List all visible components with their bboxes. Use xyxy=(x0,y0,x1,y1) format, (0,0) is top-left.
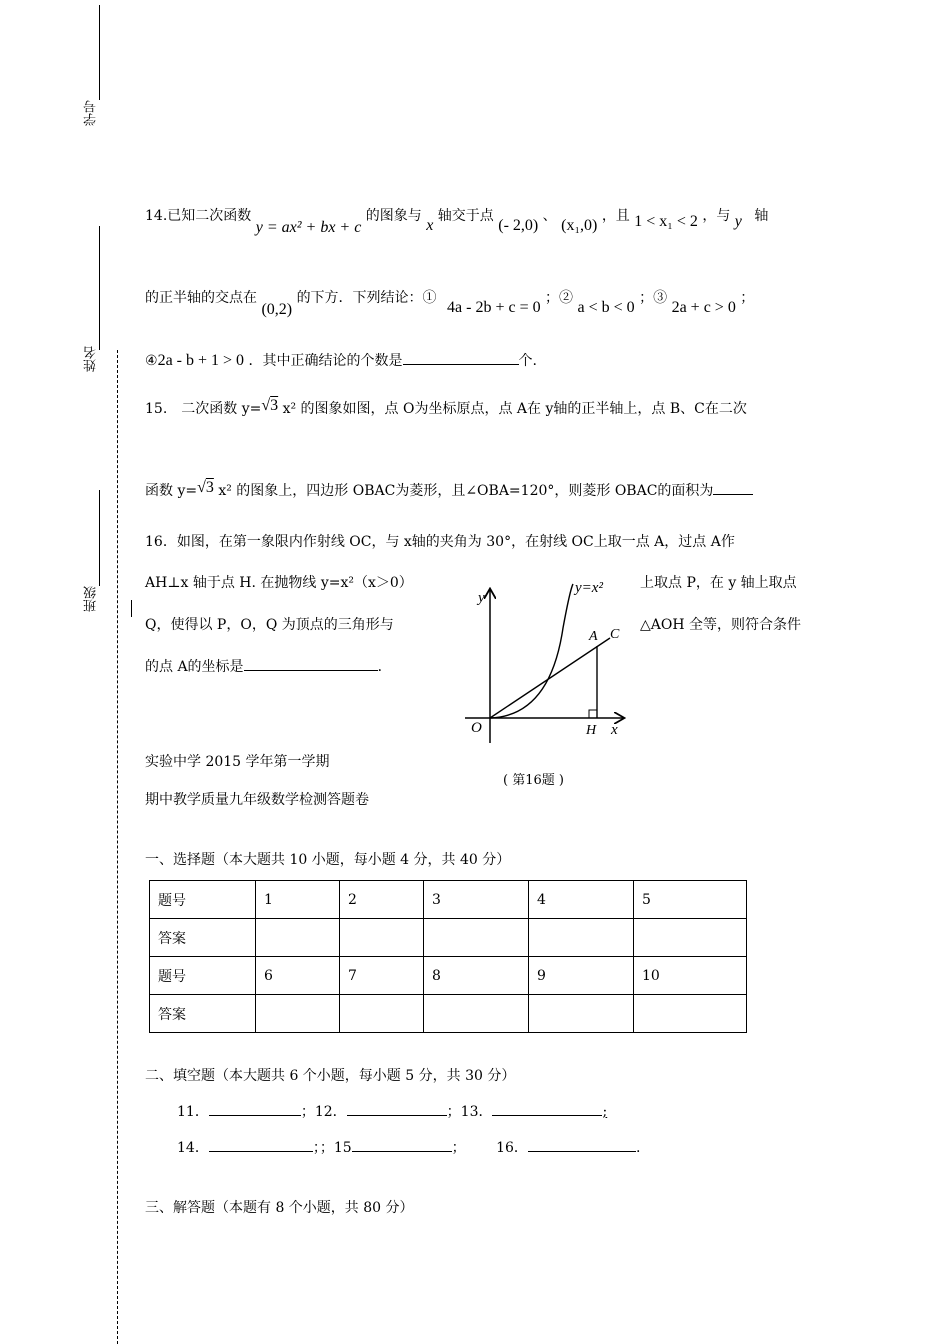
q14-formula: y = ax² + bx + c xyxy=(255,219,362,236)
answer-cell-8[interactable] xyxy=(424,995,529,1033)
blank-15[interactable] xyxy=(352,1137,452,1152)
name-line xyxy=(99,226,100,350)
origin-label: O xyxy=(471,720,482,736)
q16-line3-left: Q，使得以 P，O，Q 为顶点的三角形与 xyxy=(145,617,394,633)
point-a-label: A xyxy=(589,629,598,644)
answer-cell-1[interactable] xyxy=(256,919,340,957)
q16-line1: 16．如图，在第一象限内作射线 OC，与 x轴的夹角为 30°，在射线 OC上取一点 A，过点 A作 xyxy=(145,534,735,550)
table-row: 题号 1 2 3 4 5 xyxy=(150,881,747,919)
q15-answer-blank[interactable] xyxy=(713,480,753,495)
fill-row-2: 14． ；；15 ； 16． . xyxy=(177,1137,640,1157)
table-row: 答案 xyxy=(150,995,747,1033)
student-id-label: 学号 xyxy=(84,100,99,126)
blank-14[interactable] xyxy=(209,1137,313,1152)
ray-oc xyxy=(490,638,610,718)
y-axis-label: y xyxy=(478,590,485,606)
q14-line1: 14.已知二次函数 y = ax² + bx + c 的图象与 x 轴交于点 (- 2,0) 、 (x₁,0) ，且 1 < x₁ < 2 ，与 y 轴 xyxy=(145,208,769,236)
name-label: 姓名 xyxy=(84,346,99,372)
q15-line2: 函数 y=√3 x² 的图象上，四边形 OBAC为菱形，且∠OBA=120°，则菱形 OBAC的面积为 xyxy=(145,480,753,500)
table-row: 答案 xyxy=(150,919,747,957)
exam-title: 期中教学质量九年级数学检测答题卷 xyxy=(145,792,369,808)
q14-answer-blank[interactable] xyxy=(403,350,519,365)
answer-cell-9[interactable] xyxy=(529,995,634,1033)
blank-11[interactable] xyxy=(209,1101,301,1116)
class-label: 班级 xyxy=(84,586,99,612)
q16-line4: 的点 A的坐标是 ． xyxy=(145,656,392,676)
q16-line2-left: AH⊥x 轴于点 H. 在抛物线 y=x²（x＞0） xyxy=(145,575,413,591)
sqrt-symbol-2: √3 xyxy=(197,479,214,496)
q16-line2-right: 上取点 P，在 y 轴上取点 xyxy=(640,575,797,591)
blank-16[interactable] xyxy=(528,1137,636,1152)
q16-answer-blank[interactable] xyxy=(244,656,378,671)
section2-title: 二、填空题（本大题共 6 个小题，每小题 5 分，共 30 分） xyxy=(145,1068,516,1084)
blank-12[interactable] xyxy=(347,1101,447,1116)
fill-row-1: 11． ；12． ；13． ; xyxy=(177,1101,607,1121)
table-row: 题号 6 7 8 9 10 xyxy=(150,957,747,995)
section1-title: 一、选择题（本大题共 10 小题，每小题 4 分，共 40 分） xyxy=(145,852,511,868)
q14-line2: 的正半轴的交点在 (0,2) 的下方．下列结论：① 4a - 2b + c = 0 ；② a < b < 0 ；③ 2a + c > 0 ； xyxy=(145,290,755,318)
right-angle-mark xyxy=(589,710,597,718)
q16-line3-right: △AOH 全等，则符合条件 xyxy=(640,617,802,633)
q15-line1: 15. 二次函数 y=√3 x² 的图象如图，点 O为坐标原点，点 A在 y轴的正半轴上，点 B、C在二次 xyxy=(145,397,747,417)
figure-caption: ( 第16题 ) xyxy=(503,773,564,788)
q16-figure xyxy=(455,568,645,748)
answer-cell-6[interactable] xyxy=(256,995,340,1033)
binding-dashed-line xyxy=(117,350,118,1344)
curve-label: y=x² xyxy=(575,580,603,596)
sqrt-symbol: √3 xyxy=(261,397,279,414)
point-c-label: C xyxy=(610,627,620,642)
x-axis-label: x xyxy=(611,722,618,738)
parabola-curve xyxy=(490,584,573,718)
class-tick xyxy=(131,600,132,617)
answer-table xyxy=(149,880,747,1033)
answer-cell-7[interactable] xyxy=(340,995,424,1033)
blank-13[interactable] xyxy=(492,1101,602,1116)
class-line xyxy=(99,490,100,586)
q14-line3: ④2a - b + 1 > 0 ．其中正确结论的个数是 个. xyxy=(145,352,537,369)
school-header: 实验中学 2015 学年第一学期 xyxy=(145,754,330,770)
answer-cell-5[interactable] xyxy=(634,919,747,957)
student-id-line xyxy=(99,5,100,100)
answer-cell-4[interactable] xyxy=(529,919,634,957)
section3-title: 三、解答题（本题有 8 个小题，共 80 分） xyxy=(145,1200,414,1216)
answer-cell-2[interactable] xyxy=(340,919,424,957)
answer-cell-3[interactable] xyxy=(424,919,529,957)
answer-cell-10[interactable] xyxy=(634,995,747,1033)
point-h-label: H xyxy=(586,723,597,738)
